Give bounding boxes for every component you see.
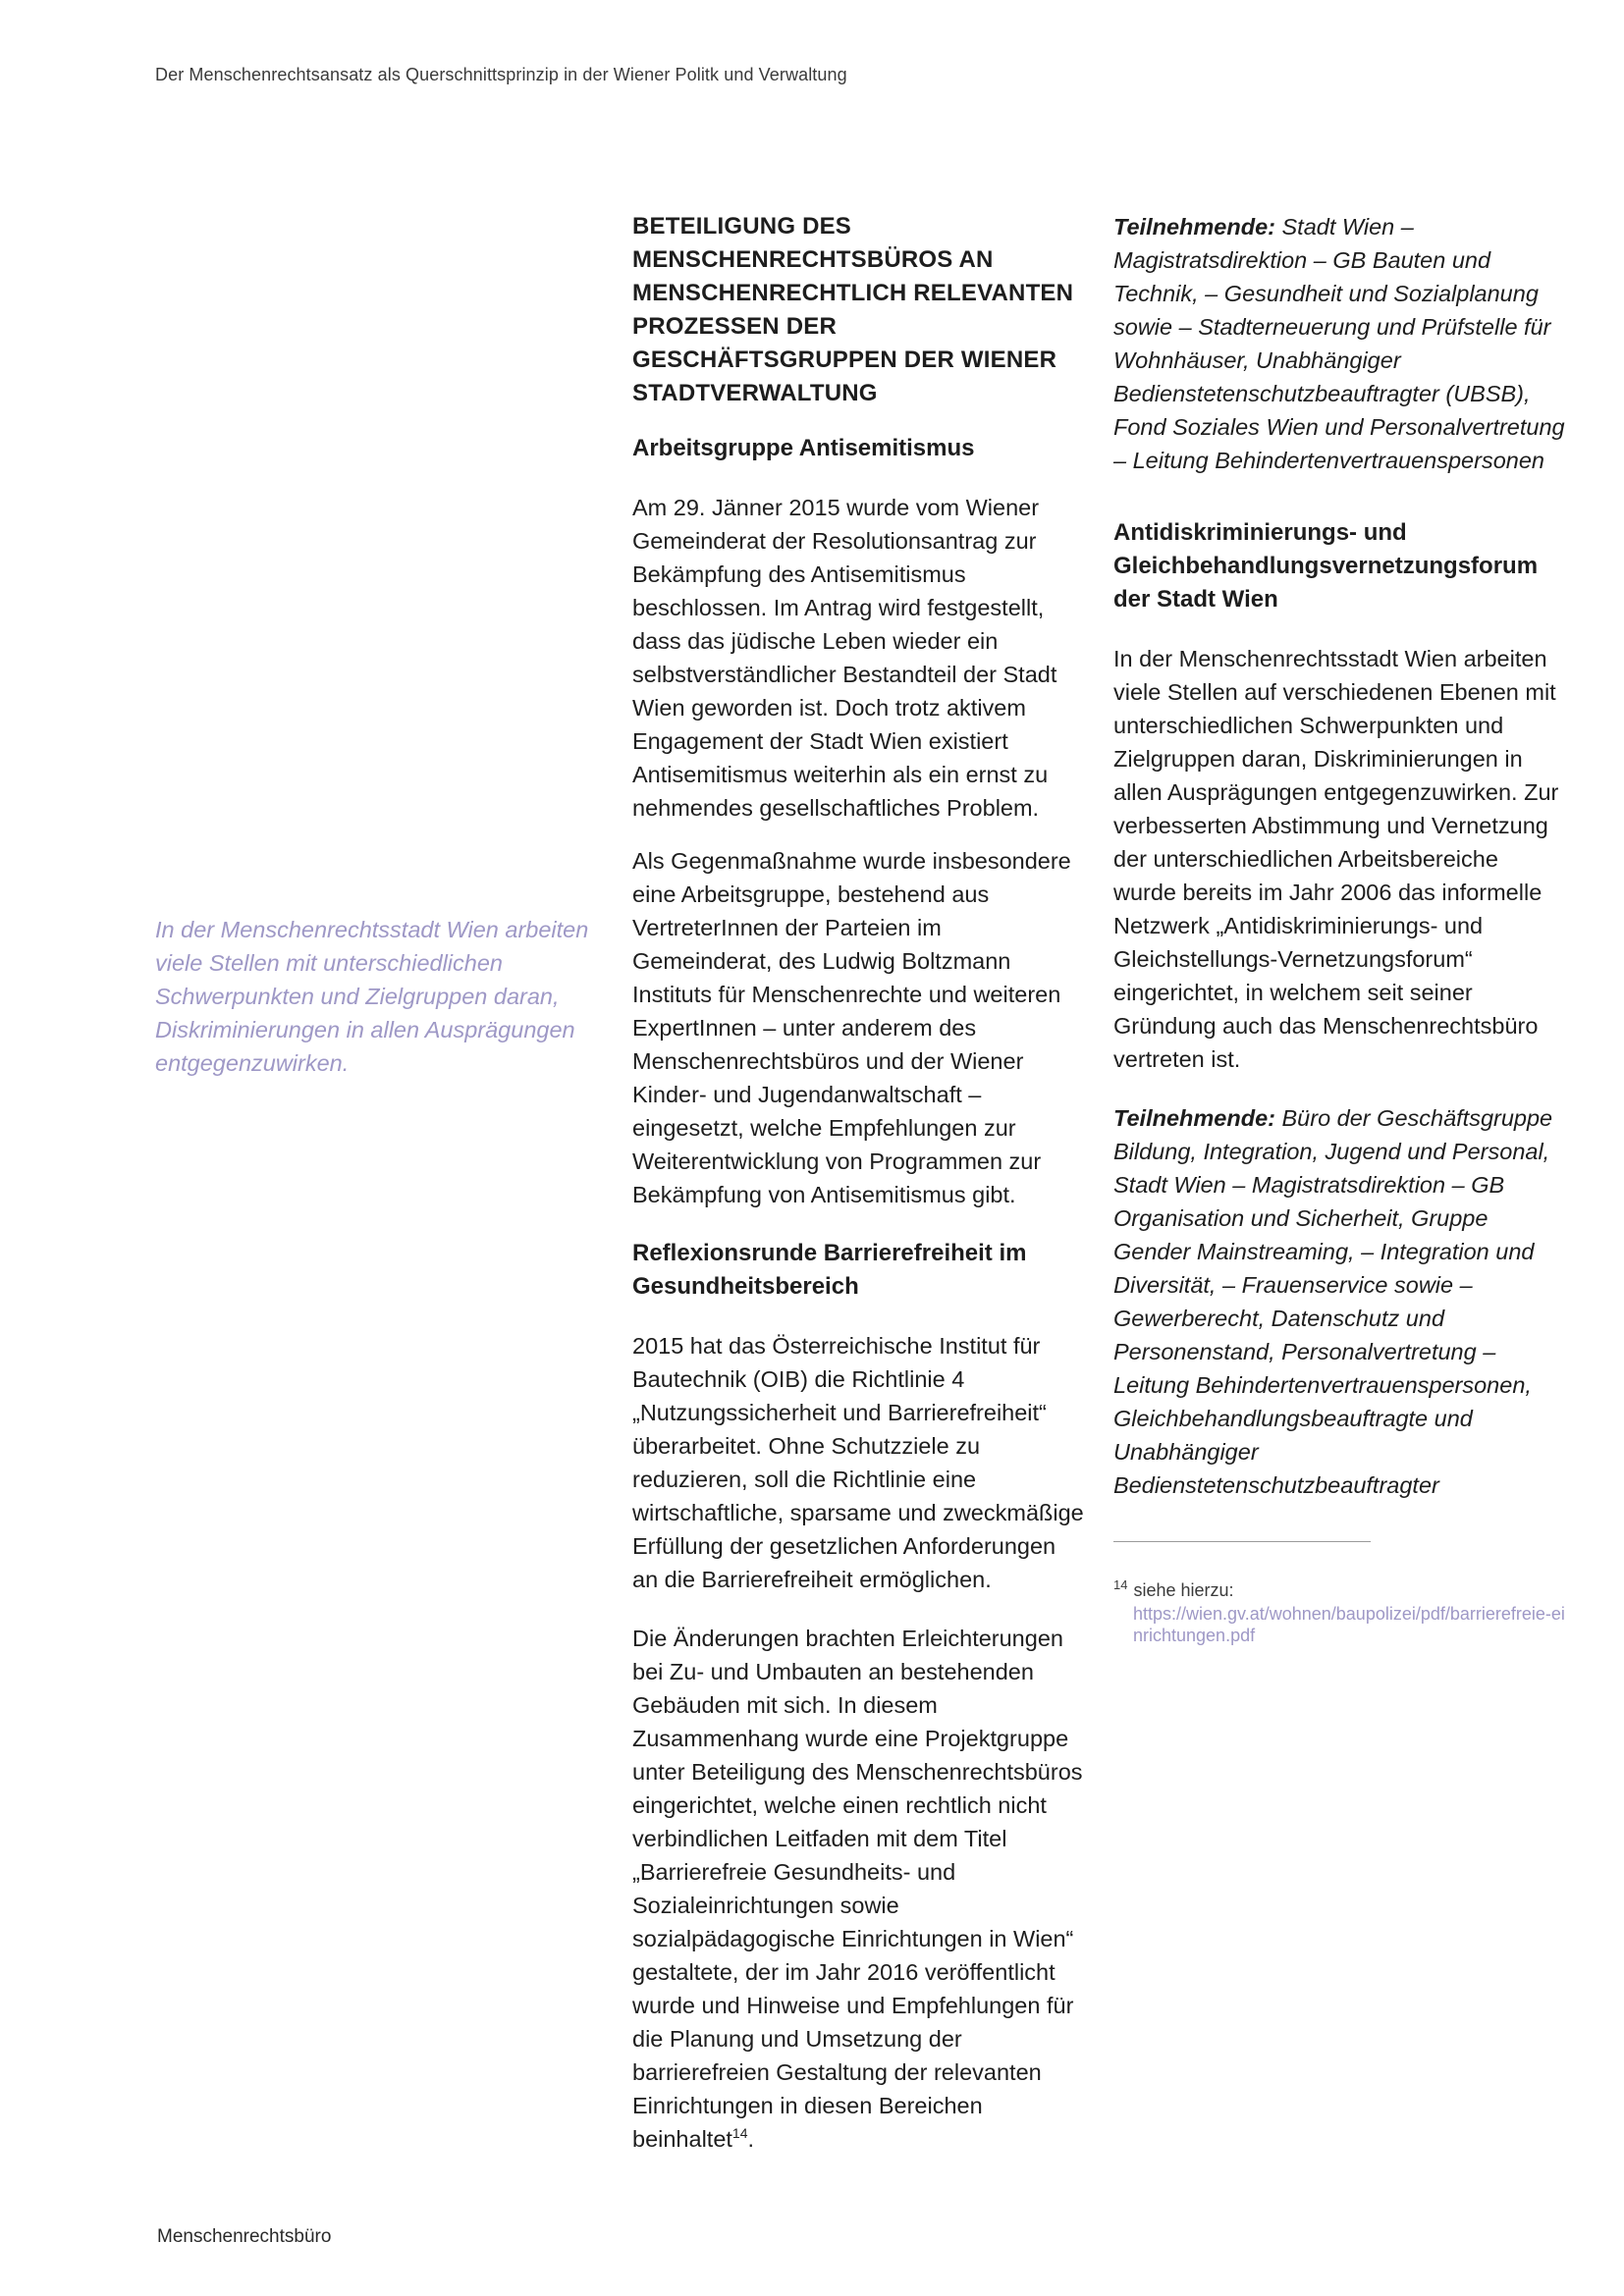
heading-forum: Antidiskriminierungs- und Gleichbehandlungsvernetzungsforum der Stadt Wien	[1113, 519, 1539, 613]
paragraph-accessibility-2-text: Die Änderungen brachten Erleichterungen bei Zu- und Umbauten an bestehenden Gebäuden mit sich. In diesem Zusammenhang wurde eine Projektgruppe unter Beteiligung des Menschenrechtsbüros eingerichtet, welche einen rechtlich nicht verbindlichen Leitfaden mit dem Titel „Barrierefreie Gesundheits- und Sozialeinrichtungen sowie sozialpädagogische Einrichtungen in Wien“ gestaltete, der im Jahr 2016 veröffentlicht wurde und Hinweise und Empfehlungen für die Planung und Umsetzung der barrierefreien Gestaltung der relevanten Einrichtungen in diesen Bereichen beinhaltet	[632, 1626, 1083, 2152]
middle-column	[632, 210, 1084, 2175]
footnote	[1113, 1579, 1567, 1646]
running-footer: Menschenrechtsbüro	[157, 2226, 332, 2247]
heading-accessibility: Reflexionsrunde Barrierefreiheit im Gesundheitsbereich	[632, 1240, 1027, 1300]
paragraph-forum: In der Menschenrechtsstadt Wien arbeiten viele Stellen auf verschiedenen Ebenen mit unterschiedlichen Schwerpunkten und Zielgruppen daran, Diskriminierungen in allen Ausprägungen entgegenzuwirken. Zur verbesserten Abstimmung und Vernetzung der unterschiedlichen Arbeitsbereiche wurde bereits im Jahr 2006 das informelle Netzwerk „Antidiskriminierungs- und Gleichstellungs-Vernetzungsforum“ eingerichtet, in welchem seit seiner Gründung auch das Menschenrechtsbüro vertreten ist.	[1113, 646, 1559, 1072]
footnote-text: siehe hierzu:	[1133, 1580, 1234, 1600]
participants-label: Teilnehmende:	[1113, 214, 1275, 240]
pull-quote: In der Menschenrechtsstadt Wien arbeiten viele Stellen mit unterschiedlichen Schwerpunkten und Zielgruppen daran, Diskriminierungen in allen Ausprägungen entgegenzuwirken.	[155, 917, 589, 1076]
footnote-reference[interactable]: 14	[731, 2125, 748, 2142]
footnote-divider	[1113, 1541, 1371, 1542]
participants-text: Stadt Wien – Magistratsdirektion – GB Bauten und Technik, – Gesundheit und Sozialplanung sowie – Stadterneuerung und Prüfstelle für Wohnhäuser, Unabhängiger Bedienstetenschutzbeauftragter (UBSB), Fond Soziales Wien und Personalvertretung – Leitung Behindertenvertrauenspersonen	[1113, 214, 1565, 473]
running-header: Der Menschenrechtsansatz als Querschnittsprinzip in der Wiener Politk und Verwaltung	[155, 65, 847, 84]
footnote-link[interactable]: https://wien.gv.at/wohnen/baupolizei/pdf/barrierefreie-einrichtungen.pdf	[1133, 1604, 1565, 1645]
footnote-number: 14	[1113, 1577, 1128, 1592]
right-column	[1113, 210, 1567, 1646]
paragraph-accessibility-2-end: .	[747, 2126, 755, 2152]
paragraph-accessibility-1: 2015 hat das Österreichische Institut für Bautechnik (OIB) die Richtlinie 4 „Nutzungssicherheit und Barrierefreiheit“ überarbeitet. Ohne Schutzziele zu reduzieren, soll die Richtlinie eine wirtschaftliche, sparsame und zweckmäßige Erfüllung der gesetzlichen Anforderungen an die Barrierefreiheit ermöglichen.	[632, 1333, 1084, 1592]
participants-block-2	[1113, 1101, 1567, 1502]
heading-antisemitism: Arbeitsgruppe Antisemitismus	[632, 435, 975, 461]
paragraph-antisemitism-2: Als Gegenmaßnahme wurde insbesondere eine Arbeitsgruppe, bestehend aus VertreterInnen der Parteien im Gemeinderat, des Ludwig Boltzmann Instituts für Menschenrechte und weiteren ExpertInnen – unter anderem des Menschenrechtsbüros und der Wiener Kinder- und Jugendanwaltschaft – eingesetzt, welche Empfehlungen zur Weiterentwicklung von Programmen zur Bekämpfung von Antisemitismus gibt.	[632, 848, 1071, 1207]
participants-label: Teilnehmende:	[1113, 1105, 1275, 1131]
section-title: BETEILIGUNG DES MENSCHENRECHTSBÜROS AN MENSCHENRECHTLICH RELEVANTEN PROZESSEN DER GESCHÄFTSGRUPPEN DER WIENER STADTVERWALTUNG	[632, 213, 1074, 406]
participants-block-1	[1113, 210, 1567, 477]
participants-text: Büro der Geschäftsgruppe Bildung, Integration, Jugend und Personal, Stadt Wien – Magistratsdirektion – GB Organisation und Sicherheit, Gruppe Gender Mainstreaming, – Integration und Diversität, – Frauenservice sowie – Gewerberecht, Datenschutz und Personenstand, Personalvertretung – Leitung Behindertenvertrauenspersonen, Gleichbehandlungsbeauftragte und Unabhängiger Bedienstetenschutzbeauftragter	[1113, 1105, 1553, 1498]
paragraph-accessibility-2	[632, 1622, 1084, 2156]
paragraph-antisemitism-1: Am 29. Jänner 2015 wurde vom Wiener Gemeinderat der Resolutionsantrag zur Bekämpfung des Antisemitismus beschlossen. Im Antrag wird festgestellt, dass das jüdische Leben wieder ein selbstverständlicher Bestandteil der Stadt Wien geworden ist. Doch trotz aktivem Engagement der Stadt Wien existiert Antisemitismus weiterhin als ein ernst zu nehmendes gesellschaftliches Problem.	[632, 495, 1057, 821]
